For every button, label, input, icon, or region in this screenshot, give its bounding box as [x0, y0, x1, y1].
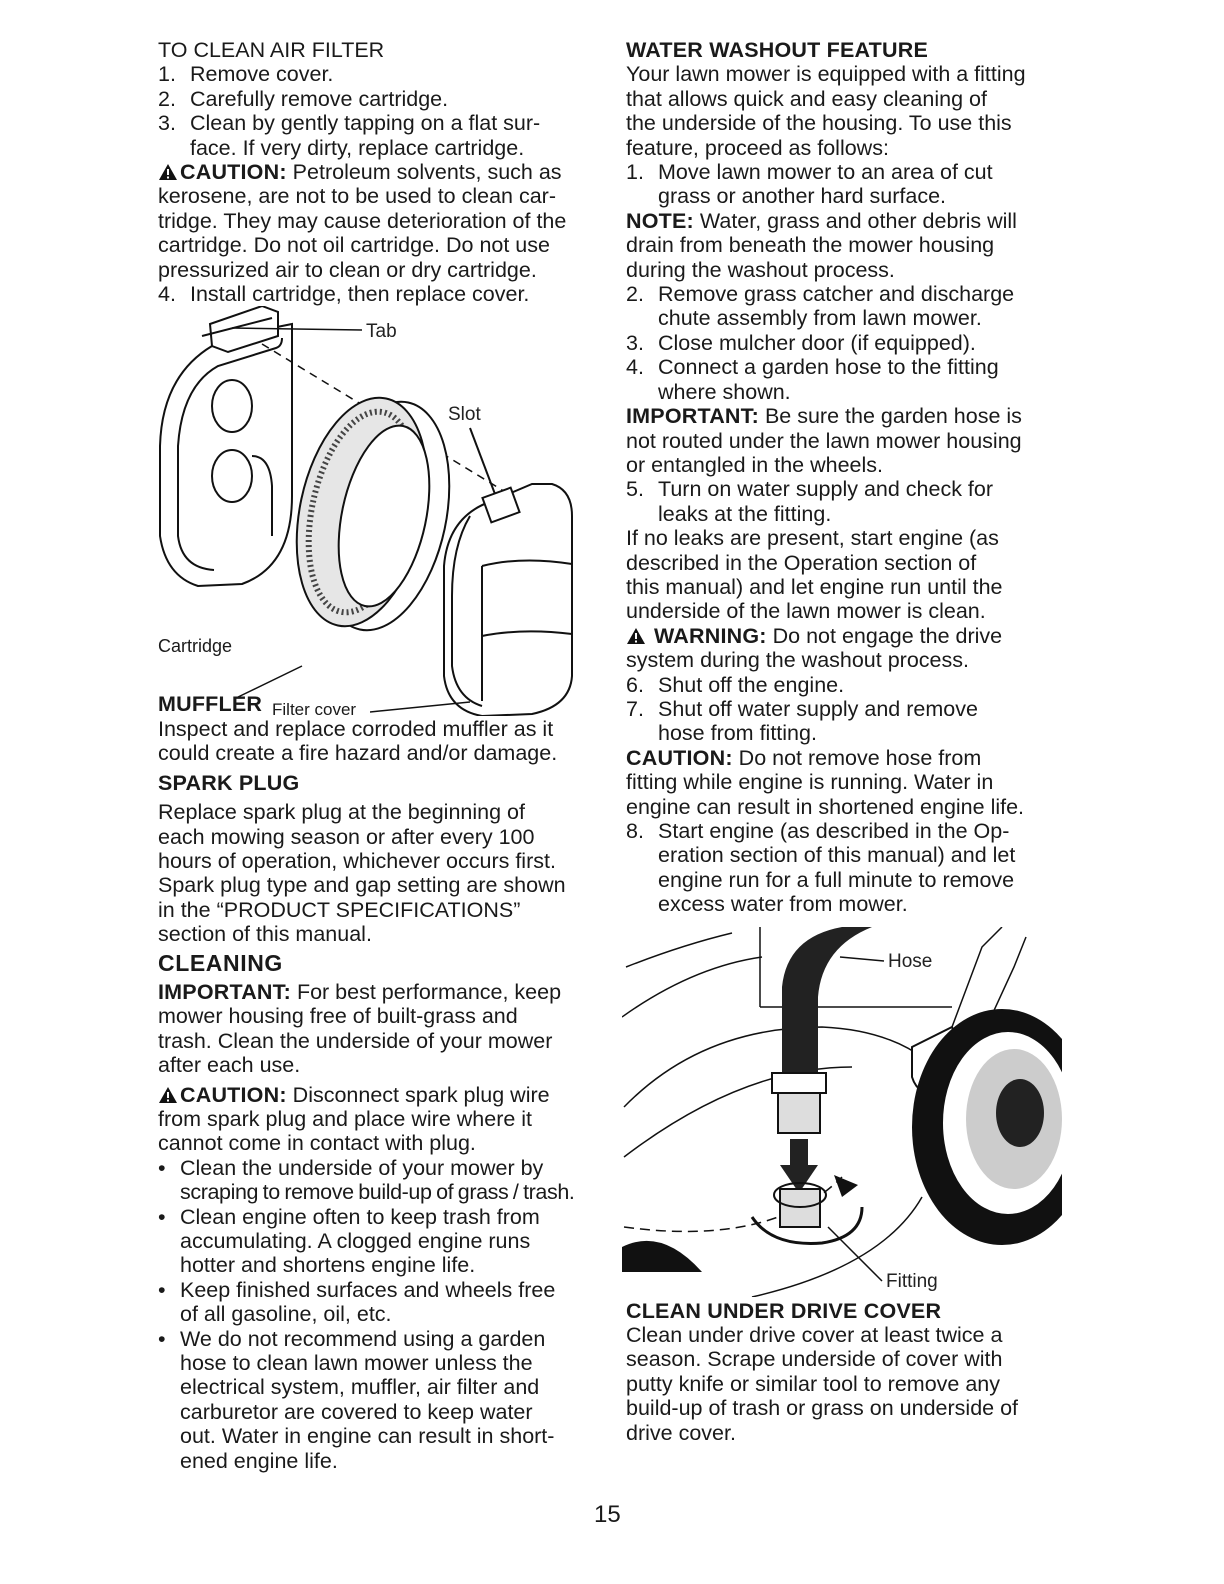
cartridge-part [277, 386, 469, 643]
caution-label: CAUTION: [180, 1082, 287, 1107]
list-item [158, 87, 598, 111]
text-line: Close mulcher door (if equipped). [658, 330, 976, 355]
text-line: eration section of this manual) and let [658, 843, 1016, 868]
text-line: carburetor are covered to keep water [180, 1399, 533, 1424]
drive-cover-text [626, 1323, 1066, 1445]
no-leaks-text [626, 526, 1066, 624]
text-line: that allows quick and easy cleaning of [626, 86, 987, 111]
list-number: 4. [626, 355, 644, 380]
list-text [658, 697, 978, 746]
list-number: 3. [626, 330, 644, 355]
list-number: 7. [626, 696, 644, 721]
text-line: or entangled in the wheels. [626, 452, 883, 477]
text-line: drive cover. [626, 1420, 736, 1445]
note-label: NOTE: [626, 208, 694, 233]
text-line: Be sure the garden hose is [758, 404, 1022, 429]
text-line: Clean engine often to keep trash from [180, 1204, 540, 1229]
text-line: hotter and shortens engine life. [180, 1253, 476, 1278]
text-line: this manual) and let engine run until the [626, 574, 1003, 599]
drive-cover-title: CLEAN UNDER DRIVE COVER [626, 1298, 942, 1323]
note-block [626, 209, 1066, 282]
text-line: Do not engage the drive [766, 623, 1003, 648]
text-line: section of this manual. [158, 922, 372, 947]
text-line: If no leaks are present, start engine (as [626, 526, 999, 551]
list-text [180, 1205, 540, 1278]
spark-plug-title: SPARK PLUG [158, 770, 300, 795]
list-text-line: Clean by gently tapping on a flat sur- [190, 111, 541, 136]
caution-text: kerosene, are not to be used to clean car- [158, 184, 556, 209]
text-line: grass or another hard surface. [658, 184, 947, 209]
text-line: not routed under the lawn mower housing [626, 428, 1022, 453]
text-line: of all gasoline, oil, etc. [180, 1302, 392, 1327]
list-text [180, 1327, 554, 1473]
filter-cover-part [444, 484, 572, 716]
caution-block [626, 746, 1066, 819]
list-item [158, 1327, 598, 1473]
muffler-text [158, 717, 598, 766]
text-line: Inspect and replace corroded muffler as it [158, 716, 554, 741]
list-text [658, 819, 1015, 917]
list-text: Carefully remove cartridge. [190, 86, 449, 111]
text-line: Replace spark plug at the beginning of [158, 800, 525, 825]
text-line: hours of operation, whichever occurs first. [158, 848, 556, 873]
list-text [658, 477, 993, 526]
washout-title: WATER WASHOUT FEATURE [626, 38, 928, 62]
list-text [658, 282, 1014, 331]
warning-triangle-icon [626, 627, 646, 645]
warning-block [626, 624, 1066, 673]
text-line: hose from fitting. [658, 721, 817, 746]
text-line: Clean the underside of your mower by [180, 1155, 544, 1180]
cartridge-label: Cartridge [158, 636, 233, 656]
bullet-icon: • [158, 1204, 166, 1229]
list-item [626, 477, 1066, 526]
list-text [190, 111, 540, 160]
text-line: scraping to remove build-up of grass / trash. [180, 1180, 575, 1205]
text-line: trash. Clean the underside of your mower [158, 1028, 553, 1053]
text-line: electrical system, muffler, air filter and [180, 1375, 540, 1400]
text-line: leaks at the fitting. [658, 501, 832, 526]
important-block [158, 980, 598, 1078]
list-item [626, 160, 1066, 209]
caution-text: Petroleum solvents, such as [286, 160, 562, 185]
caution-block [158, 160, 598, 282]
hose-part [782, 927, 872, 1077]
text-line: drain from beneath the mower housing [626, 233, 995, 258]
list-text [658, 331, 976, 355]
list-number: 2. [626, 282, 644, 307]
text-line: chute assembly from lawn mower. [658, 306, 982, 331]
important-block [626, 404, 1066, 477]
text-line: out. Water in engine can result in short- [180, 1424, 555, 1449]
text-line: engine run for a full minute to remove [658, 867, 1015, 892]
list-text [180, 1156, 574, 1205]
list-number: 4. [158, 282, 176, 307]
list-text [658, 355, 999, 404]
washout-intro [626, 62, 1066, 160]
text-line: system during the washout process. [626, 648, 969, 673]
text-line: fitting while engine is running. Water in [626, 770, 994, 795]
bullet-icon: • [158, 1155, 166, 1180]
hose-label: Hose [888, 950, 933, 972]
filter-cover-leader [370, 700, 470, 716]
list-item [158, 1278, 598, 1327]
page-number: 15 [594, 1501, 621, 1528]
left-column [158, 38, 598, 1473]
caution-text: pressurized air to clean or dry cartridge. [158, 257, 537, 282]
list-item [626, 282, 1066, 331]
filter-cover-label: Filter cover [272, 700, 357, 719]
list-text: Remove cover. [190, 62, 334, 87]
text-line: the underside of the housing. To use this [626, 111, 1012, 136]
text-line: described in the Operation section of [626, 550, 977, 575]
warning-triangle-icon [158, 1086, 178, 1104]
caution-text: tridge. They may cause deterioration of the [158, 208, 567, 233]
spark-plug-text [158, 800, 598, 946]
text-line: where shown. [658, 379, 791, 404]
text-line: build-up of trash or grass on underside of [626, 1396, 1019, 1421]
text-line: feature, proceed as follows: [626, 135, 889, 160]
text-line: engine can result in shortened engine life. [626, 794, 1025, 819]
hose-fitting-diagram [622, 927, 1062, 1297]
text-line: Your lawn mower is equipped with a fitting [626, 62, 1026, 87]
text-line: excess water from mower. [658, 892, 908, 917]
cleaning-title: CLEANING [158, 949, 283, 976]
text-line: after each use. [158, 1053, 301, 1078]
text-line: from spark plug and place wire where it [158, 1106, 533, 1131]
text-line: in the “PRODUCT SPECIFICATIONS” [158, 897, 521, 922]
list-number: 8. [626, 819, 644, 843]
text-line: during the washout process. [626, 257, 895, 282]
text-line: Turn on water supply and check for [658, 477, 994, 502]
bullet-icon: • [158, 1277, 166, 1302]
text-line: Water, grass and other debris will [693, 208, 1017, 233]
tab-label: Tab [366, 321, 397, 343]
text-line: each mowing season or after every 100 [158, 824, 535, 849]
text-line: We do not recommend using a garden [180, 1326, 546, 1351]
text-line: Start engine (as described in the Op- [658, 819, 1010, 843]
list-item [158, 282, 598, 306]
warning-label: WARNING: [653, 623, 767, 648]
list-text [658, 673, 844, 697]
air-filter-title: TO CLEAN AIR FILTER [158, 38, 385, 62]
text-line: Shut off the engine. [658, 672, 845, 697]
list-text [180, 1278, 555, 1327]
text-line: season. Scrape underside of cover with [626, 1347, 1003, 1372]
text-line: cannot come in contact with plug. [158, 1131, 476, 1156]
caution-block [158, 1083, 598, 1156]
caution-label: CAUTION: [626, 745, 733, 770]
list-text [658, 160, 993, 209]
bullet-icon: • [158, 1326, 166, 1351]
muffler-title: MUFFLER [158, 692, 263, 717]
list-item [626, 819, 1066, 917]
list-item [158, 1205, 598, 1278]
caution-text: cartridge. Do not oil cartridge. Do not use [158, 233, 550, 258]
list-number: 6. [626, 672, 644, 697]
important-label: IMPORTANT: [158, 979, 291, 1004]
text-line: Spark plug type and gap setting are shown [158, 873, 566, 898]
text-line: accumulating. A clogged engine runs [180, 1229, 531, 1253]
text-line: Keep finished surfaces and wheels free [180, 1277, 556, 1302]
text-line: putty knife or similar tool to remove any [626, 1371, 1001, 1396]
text-line: Remove grass catcher and discharge [658, 282, 1015, 307]
list-item [158, 111, 598, 160]
slot-label: Slot [448, 404, 481, 426]
text-line: For best performance, keep [290, 979, 562, 1004]
text-line: underside of the lawn mower is clean. [626, 599, 986, 624]
list-text: Install cartridge, then replace cover. [190, 282, 530, 307]
warning-triangle-icon [158, 163, 178, 181]
text-line: ened engine life. [180, 1448, 338, 1473]
text-line: Shut off water supply and remove [658, 696, 978, 721]
text-line: Do not remove hose from [732, 745, 982, 770]
text-line: Disconnect spark plug wire [286, 1082, 550, 1107]
text-line: Connect a garden hose to the fitting [658, 355, 999, 380]
list-number: 2. [158, 86, 176, 111]
text-line: could create a fire hazard and/or damage. [158, 741, 558, 766]
list-number: 3. [158, 111, 176, 136]
list-number: 5. [626, 477, 644, 502]
list-item [626, 331, 1066, 355]
list-item [158, 1156, 598, 1205]
text-line: mower housing free of built-grass and [158, 1004, 518, 1029]
list-number: 1. [626, 160, 644, 185]
text-line: hose to clean lawn mower unless the [180, 1351, 533, 1376]
important-label: IMPORTANT: [626, 404, 759, 429]
caution-label: CAUTION: [180, 160, 287, 185]
text-line: Clean under drive cover at least twice a [626, 1323, 1003, 1348]
list-number: 1. [158, 62, 176, 87]
list-text-line: face. If very dirty, replace cartridge. [190, 135, 525, 160]
right-column [626, 38, 1066, 1445]
text-line: Move lawn mower to an area of cut [658, 160, 993, 185]
list-item [626, 697, 1066, 746]
fitting-label: Fitting [886, 1270, 938, 1292]
list-item [626, 355, 1066, 404]
list-item [158, 62, 598, 86]
list-item [626, 673, 1066, 697]
